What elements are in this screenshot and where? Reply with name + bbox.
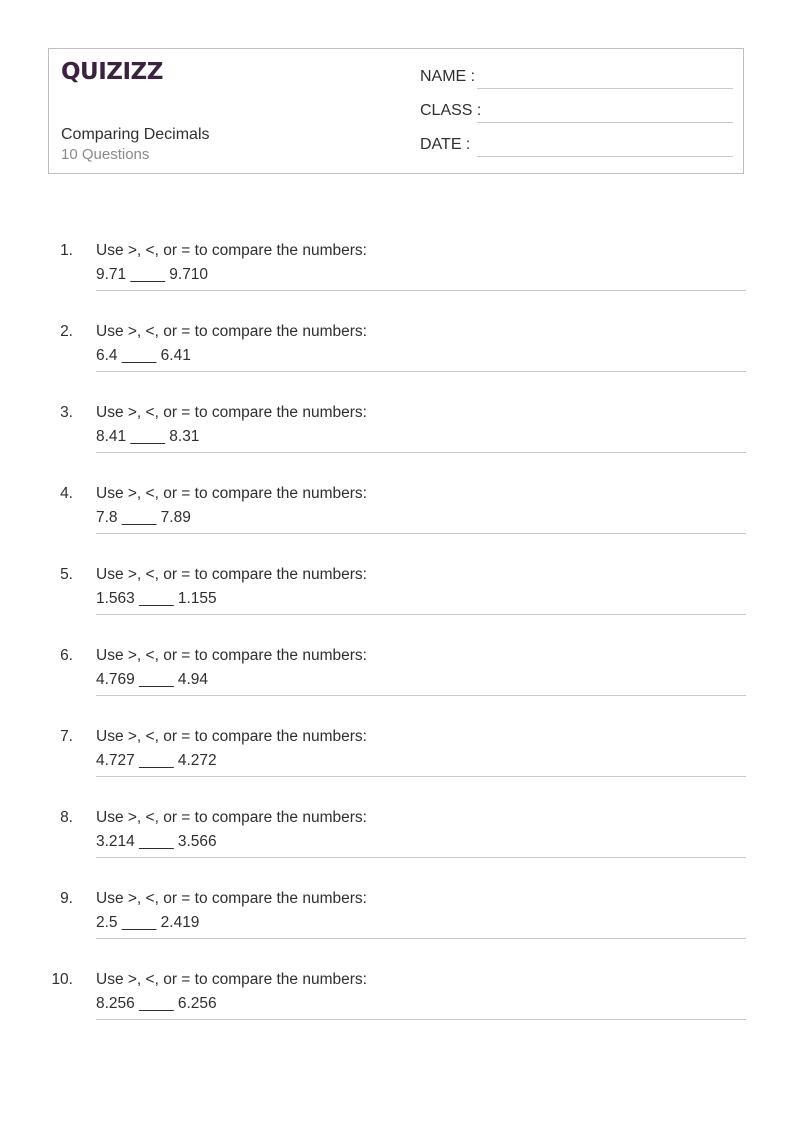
answer-line — [96, 290, 746, 291]
name-label: NAME : — [420, 68, 476, 85]
answer-line — [96, 1019, 746, 1020]
question-number: 8. — [60, 809, 73, 826]
question-number: 2. — [60, 323, 73, 340]
question-item — [48, 404, 746, 464]
question-prompt: Use >, <, or = to compare the numbers: — [96, 890, 367, 907]
question-number: 10. — [51, 971, 73, 988]
question-item — [48, 809, 746, 869]
answer-line — [96, 857, 746, 858]
question-prompt: Use >, <, or = to compare the numbers: — [96, 809, 367, 826]
question-values: 8.256 ____ 6.256 — [96, 995, 217, 1012]
question-values: 6.4 ____ 6.41 — [96, 347, 191, 364]
question-item — [48, 647, 746, 707]
question-values: 7.8 ____ 7.89 — [96, 509, 191, 526]
question-item — [48, 566, 746, 626]
date-field — [420, 136, 733, 158]
question-values: 3.214 ____ 3.566 — [96, 833, 217, 850]
question-prompt: Use >, <, or = to compare the numbers: — [96, 404, 367, 421]
question-item — [48, 728, 746, 788]
name-line — [477, 88, 733, 89]
question-number: 3. — [60, 404, 73, 421]
question-number: 9. — [60, 890, 73, 907]
question-prompt: Use >, <, or = to compare the numbers: — [96, 485, 367, 502]
question-values: 9.71 ____ 9.710 — [96, 266, 209, 283]
date-line — [477, 156, 733, 157]
question-prompt: Use >, <, or = to compare the numbers: — [96, 971, 367, 988]
answer-line — [96, 452, 746, 453]
class-line — [477, 122, 733, 123]
class-label: CLASS : — [420, 102, 482, 119]
question-values: 4.727 ____ 4.272 — [96, 752, 217, 769]
answer-line — [96, 938, 746, 939]
worksheet-header — [48, 48, 744, 174]
question-values: 1.563 ____ 1.155 — [96, 590, 217, 607]
answer-line — [96, 533, 746, 534]
question-number: 1. — [60, 242, 73, 259]
question-number: 5. — [60, 566, 73, 583]
question-values: 4.769 ____ 4.94 — [96, 671, 209, 688]
quizizz-logo: QUIZIZZ — [61, 59, 163, 85]
question-number: 4. — [60, 485, 73, 502]
question-prompt: Use >, <, or = to compare the numbers: — [96, 728, 367, 745]
question-prompt: Use >, <, or = to compare the numbers: — [96, 323, 367, 340]
question-prompt: Use >, <, or = to compare the numbers: — [96, 242, 367, 259]
answer-line — [96, 371, 746, 372]
question-item — [48, 323, 746, 383]
answer-line — [96, 776, 746, 777]
question-item — [48, 485, 746, 545]
question-item — [48, 242, 746, 302]
question-item — [48, 890, 746, 950]
worksheet-title: Comparing Decimals — [61, 126, 210, 143]
question-prompt: Use >, <, or = to compare the numbers: — [96, 566, 367, 583]
question-values: 2.5 ____ 2.419 — [96, 914, 200, 931]
question-values: 8.41 ____ 8.31 — [96, 428, 200, 445]
answer-line — [96, 695, 746, 696]
question-number: 7. — [60, 728, 73, 745]
question-count: 10 Questions — [61, 146, 150, 163]
name-field — [420, 68, 733, 90]
question-prompt: Use >, <, or = to compare the numbers: — [96, 647, 367, 664]
question-item — [48, 971, 746, 1031]
date-label: DATE : — [420, 136, 471, 153]
question-number: 6. — [60, 647, 73, 664]
answer-line — [96, 614, 746, 615]
class-field — [420, 102, 733, 124]
